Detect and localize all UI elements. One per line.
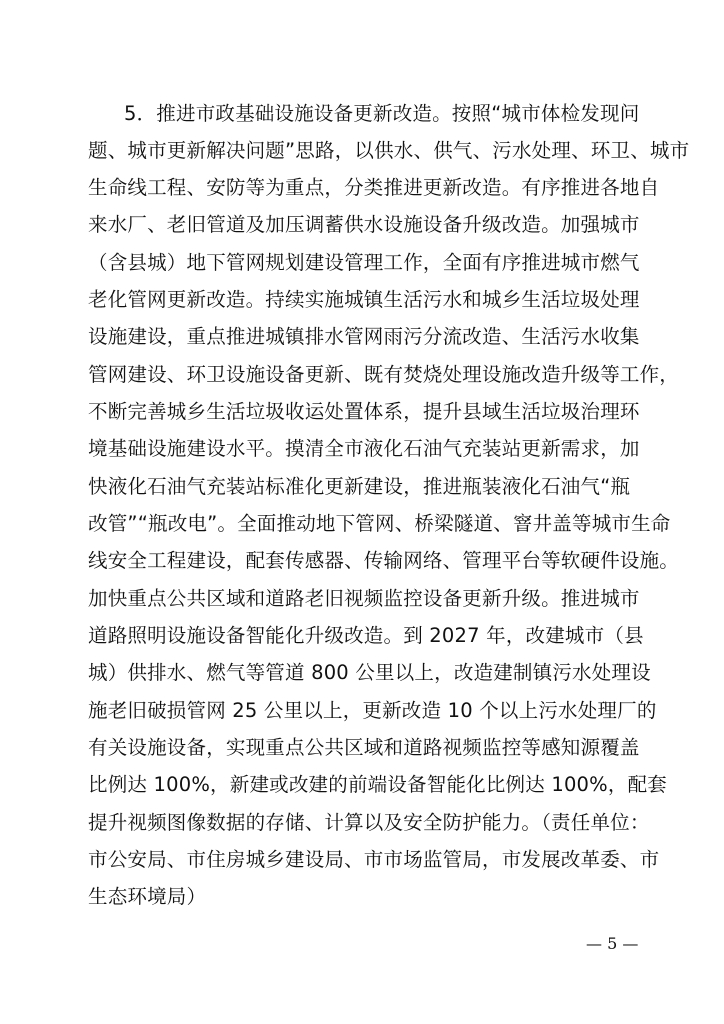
- paragraph-line-10: 境基础设施建设水平。摸清全市液化石油气充装站更新需求，加: [88, 437, 640, 460]
- paragraph-line-15: 道路照明设施设备智能化升级改造。到 2027 年，改建城市（县: [88, 624, 644, 647]
- page-number: — 5 —: [586, 934, 639, 953]
- paragraph-line-20: 提升视频图像数据的存储、计算以及安全防护能力。（责任单位：: [88, 811, 650, 834]
- paragraph-line-3: 生命线工程、安防等为重点，分类推进更新改造。有序推进各地自: [88, 176, 660, 199]
- paragraph-line-14: 加快重点公共区域和道路老旧视频监控设备更新升级。推进城市: [88, 587, 640, 610]
- paragraph-line-9: 不断完善城乡生活垃圾收运处置体系，提升县域生活垃圾治理环: [88, 400, 640, 423]
- paragraph-line-19: 比例达 100%，新建或改建的前端设备智能化比例达 100%，配套: [88, 773, 667, 796]
- paragraph-line-17: 施老旧破损管网 25 公里以上，更新改造 10 个以上污水处理厂的: [88, 699, 657, 722]
- paragraph-line-7: 设施建设，重点推进城镇排水管网雨污分流改造、生活污水收集: [88, 325, 640, 348]
- paragraph-line-13: 线安全工程建设，配套传感器、传输网络、管理平台等软硬件设施。: [88, 549, 680, 572]
- paragraph-line-2: 题、城市更新解决问题”思路，以供水、供气、污水处理、环卫、城市: [88, 139, 690, 162]
- paragraph-line-4: 来水厂、老旧管道及加压调蓄供水设施设备升级改造。加强城市: [88, 213, 640, 236]
- paragraph-line-6: 老化管网更新改造。持续实施城镇生活污水和城乡生活垃圾处理: [88, 288, 640, 311]
- paragraph-line-8: 管网建设、环卫设施设备更新、既有焚烧处理设施改造升级等工作，: [88, 363, 680, 386]
- paragraph-line-16: 城）供排水、燃气等管道 800 公里以上，改造建制镇污水处理设: [88, 661, 651, 684]
- paragraph-line-5: （含县城）地下管网规划建设管理工作，全面有序推进城市燃气: [88, 251, 640, 274]
- paragraph-line-21: 市公安局、市住房城乡建设局、市市场监管局，市发展改革委、市: [88, 848, 660, 871]
- paragraph-line-18: 有关设施设备，实现重点公共区域和道路视频监控等感知源覆盖: [88, 736, 640, 759]
- paragraph-line-12: 改管”“瓶改电”。全面推动地下管网、桥梁隧道、窨井盖等城市生命: [88, 512, 671, 535]
- paragraph-line-11: 快液化石油气充装站标准化更新建设，推进瓶装液化石油气“瓶: [88, 475, 631, 498]
- paragraph-line-1: 5．推进市政基础设施设备更新改造。按照“城市体检发现问: [124, 102, 640, 125]
- paragraph-line-22: 生态环境局）: [88, 885, 207, 908]
